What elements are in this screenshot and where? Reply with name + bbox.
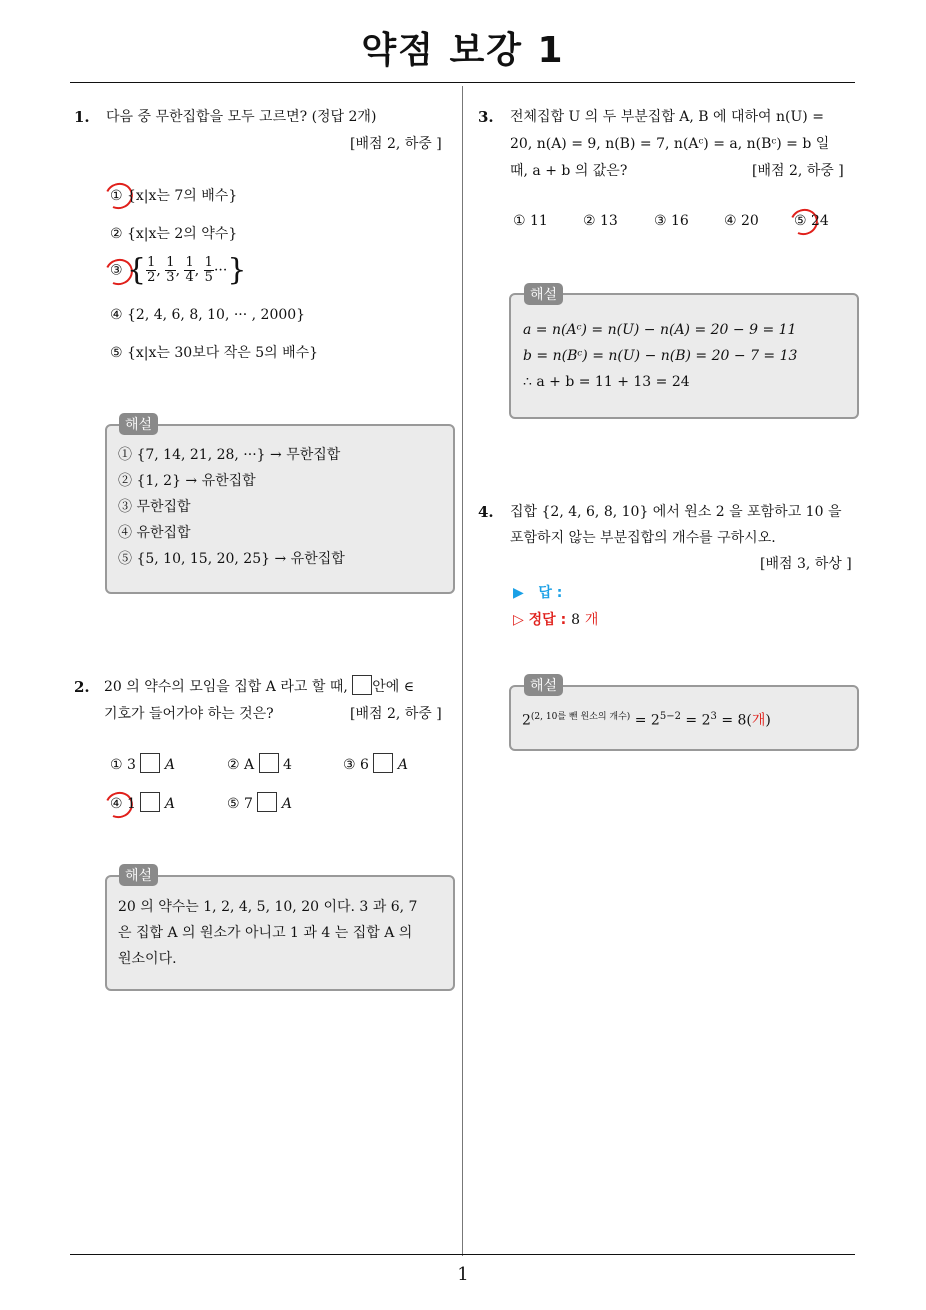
- option-1: ① {x|x는 7의 배수}: [110, 188, 238, 204]
- page-number: 1: [457, 1264, 469, 1285]
- solution-line: ① {7, 14, 21, 28, ···} → 무한집합: [118, 447, 341, 463]
- question-number: 3.: [478, 108, 494, 126]
- question-number: 2.: [74, 678, 90, 696]
- option-3: ③ 16: [654, 213, 689, 229]
- question-meta: [배점 2, 하중 ]: [350, 706, 442, 722]
- solution-line: 원소이다.: [118, 951, 177, 967]
- option-3-label: ③: [110, 262, 123, 279]
- option-5: ⑤ {x|x는 30보다 작은 5의 배수}: [110, 345, 319, 361]
- option-4: ④ 1 A: [110, 791, 175, 817]
- question-text: 다음 중 무한집합을 모두 고르면? (정답 2개): [106, 109, 377, 125]
- correct-label: 정답 :: [528, 612, 567, 628]
- option-5: ⑤ 24: [794, 213, 829, 229]
- solution-tag: 해설: [119, 413, 158, 435]
- solution-tag: 해설: [119, 864, 158, 886]
- header-rule: [70, 82, 855, 83]
- solution-line: 은 집합 A 의 원소가 아니고 1 과 4 는 집합 A 의: [118, 925, 413, 941]
- solution-line: a = n(Aᶜ) = n(U) − n(A) = 20 − 9 = 11: [523, 322, 797, 338]
- solution-line: ⑤ {5, 10, 15, 20, 25} → 유한집합: [118, 551, 345, 567]
- option-4: ④ {2, 4, 6, 8, 10, ··· , 2000}: [110, 307, 306, 323]
- page-title: 약점 보강 1: [361, 30, 565, 71]
- question-text-a: 20 의 약수의 모임을 집합 A 라고 할 때,: [104, 679, 348, 695]
- option-3: ③ 6 A: [343, 752, 408, 778]
- question-number: 4.: [478, 503, 494, 521]
- brace-open: {: [127, 252, 147, 288]
- question-line: 때, a + b 의 값은?: [510, 163, 628, 179]
- option-1: ① 3 A: [110, 752, 175, 778]
- solution-line: b = n(Bᶜ) = n(U) − n(B) = 20 − 7 = 13: [523, 348, 798, 364]
- solution-line: $2^{(2, 10를 뺀 원소의 개수)} = 2^{5-2} = 2^3 = 8$(개): [522, 711, 771, 729]
- option-1: ① 11: [513, 213, 548, 229]
- answer-row: [513, 582, 562, 602]
- solution-line: ③ 무한집합: [118, 499, 191, 515]
- fraction: $\frac{1}{3}$: [166, 255, 175, 285]
- question-line: 집합 {2, 4, 6, 8, 10} 에서 원소 2 을 포함하고 10 을: [510, 504, 842, 520]
- option-4: ④ 20: [724, 213, 759, 229]
- outline-play-icon: ▷: [513, 612, 524, 628]
- option-2: ② {x|x는 2의 약수}: [110, 226, 238, 242]
- play-icon: ▶: [513, 585, 524, 601]
- column-divider: [462, 86, 463, 1256]
- question-line: 전체집합 U 의 두 부분집합 A, B 에 대하여 n(U) =: [510, 109, 824, 125]
- solution-tag: 해설: [524, 674, 563, 696]
- fraction: $\frac{1}{2}$: [147, 255, 156, 285]
- solution-line: ∴ a + b = 11 + 13 = 24: [523, 374, 690, 390]
- option-5: ⑤ 7 A: [227, 791, 292, 817]
- footer-rule: [70, 1254, 855, 1255]
- option-2: ② A 4: [227, 752, 292, 778]
- correct-unit: 개: [584, 612, 599, 628]
- question-line: 20, n(A) = 9, n(B) = 7, n(Aᶜ) = a, n(Bᶜ) = b 일: [510, 136, 830, 152]
- question-text-b: 안에 ∈: [372, 679, 415, 695]
- correct-answer-row: [513, 609, 598, 629]
- fraction: $\frac{1}{4}$: [185, 255, 194, 285]
- question-line: 포함하지 않는 부분집합의 개수를 구하시오.: [510, 530, 776, 546]
- solution-line: ② {1, 2} → 유한집합: [118, 473, 256, 489]
- correct-value: 8: [571, 612, 580, 628]
- blank-box: [352, 675, 372, 695]
- option-3: ③ { $\frac{1}{2}$ , $\frac{1}{3}$ , $\frac{1}{4}$ , $\frac{1}{5}$ ···}: [110, 252, 247, 288]
- solution-line: ④ 유한집합: [118, 525, 191, 541]
- brace-close: }: [227, 252, 247, 288]
- option-2: ② 13: [583, 213, 618, 229]
- solution-line: 20 의 약수는 1, 2, 4, 5, 10, 20 이다. 3 과 6, 7: [118, 899, 418, 915]
- solution-tag: 해설: [524, 283, 563, 305]
- question-text-c: 기호가 들어가야 하는 것은?: [104, 706, 274, 722]
- question-meta: [배점 2, 하중 ]: [350, 136, 442, 152]
- fraction: $\frac{1}{5}$: [204, 255, 213, 285]
- answer-label: 답 :: [538, 585, 563, 601]
- question-meta: [배점 2, 하중 ]: [752, 163, 844, 179]
- question-text: [104, 674, 414, 700]
- question-number: 1.: [74, 108, 90, 126]
- question-meta: [배점 3, 하상 ]: [760, 556, 852, 572]
